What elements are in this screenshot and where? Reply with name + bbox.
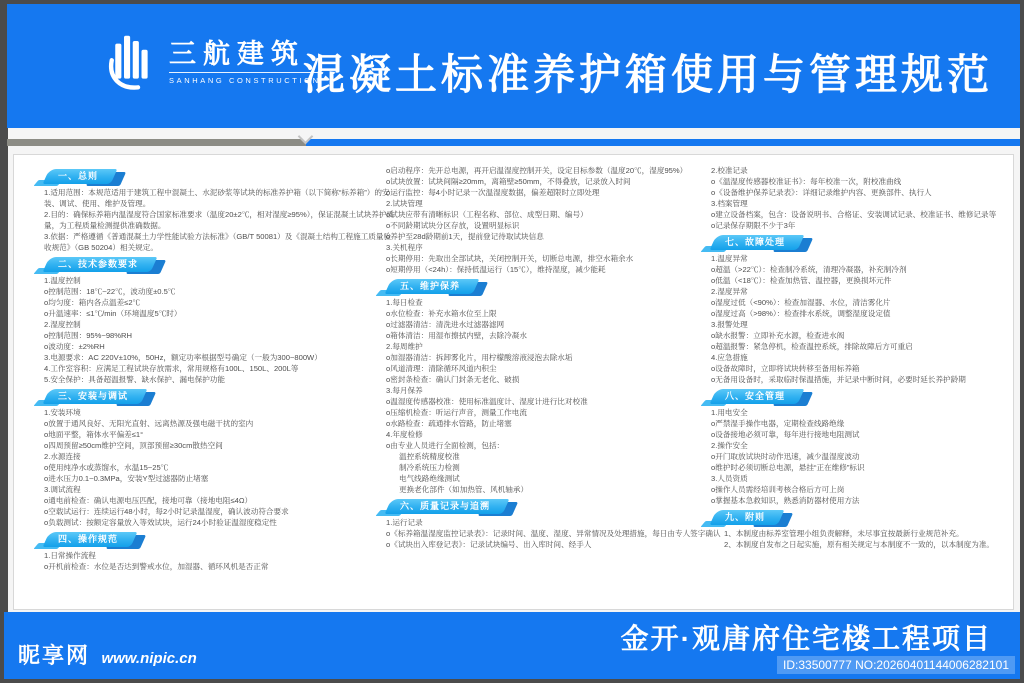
section-badge xyxy=(713,235,801,250)
text-line: o长期停用：先取出全部试块，关闭控制开关，切断总电源，排空水箱余水 xyxy=(386,254,634,263)
company-name-en: SANHANG CONSTRUCTION xyxy=(169,76,321,85)
watermark-site-name: 昵享网 xyxy=(18,643,91,668)
text-line: 3.依据：严格遵循《普通混凝土力学性能试验方法标准》（GB/T 50081）及《混凝土结构工程施工质量验收规范》（GB 50204）相关规定。 xyxy=(44,232,392,252)
section-title: 二、技术参数要求 xyxy=(58,259,139,269)
company-name: 三航建筑 xyxy=(169,39,305,69)
text-line: 更换老化部件（如加热管、风机轴承） xyxy=(399,485,529,494)
text-line: 2、本制度自发布之日起实施，原有相关规定与本制度不一致的，以本制度为准。 xyxy=(724,540,995,549)
text-line: o使用纯净水或蒸馏水，水温15~25℃ xyxy=(44,463,169,472)
footer-banner xyxy=(4,612,1020,679)
section-badge xyxy=(46,532,134,547)
section-title: 六、质量记录与追溯 xyxy=(400,501,491,511)
text-line: 3.报警处理 xyxy=(711,320,748,329)
section-title: 八、安全管理 xyxy=(725,391,786,401)
text-line: o启动程序：先开总电源，再开启温湿度控制开关，设定目标参数（温度20℃，湿度95%） xyxy=(386,166,688,175)
section-badge xyxy=(46,389,144,404)
section-title: 九、附则 xyxy=(725,512,766,522)
text-line: o严禁湿手操作电器，定期检查线路绝缘 xyxy=(711,419,845,428)
text-line: 2.每周维护 xyxy=(386,342,423,351)
text-line: 2.目的：确保标养箱内温湿度符合国家标准要求（温度20±2℃，相对湿度≥95%），保证混凝土试块养护质量，为工程质量检测提供准确数据。 xyxy=(44,210,395,230)
text-line: o加湿器清洁：拆卸雾化片，用柠檬酸溶液浸泡去除水垢 xyxy=(386,353,573,362)
text-line: o操作人员需经培训考核合格后方可上岗 xyxy=(711,485,845,494)
text-line: 3.档案管理 xyxy=(711,199,748,208)
text-line: 制冷系统压力检测 xyxy=(399,463,460,472)
text-line: o负载测试：按额定容量放入等效试块，运行24小时验证温湿度稳定性 xyxy=(44,518,277,527)
text-line: 1.每日检查 xyxy=(386,298,423,307)
header-banner xyxy=(7,4,1020,128)
text-line: o箱体清洁：用湿布擦拭内壁，去除冷凝水 xyxy=(386,331,527,340)
text-line: o试块应带有清晰标识（工程名称、部位、成型日期、编号） xyxy=(386,210,588,219)
text-line: 4.应急措施 xyxy=(711,353,748,362)
text-line: 1.适用范围：本规范适用于建筑工程中混凝土、水泥砂浆等试块的标准养护箱（以下简称“标养箱”）的安装、调试、使用、维护及管理。 xyxy=(44,188,390,208)
text-line: o《试块出入库登记表》：记录试块编号、出入库时间、经手人 xyxy=(386,540,592,549)
text-line: 1、本制度由标养室管理小组负责解释，未尽事宜按最新行业规范补充。 xyxy=(724,529,964,538)
building-swoosh-icon xyxy=(103,30,159,94)
text-line: 1.运行记录 xyxy=(386,518,423,527)
divider-bar-gray xyxy=(7,139,306,146)
text-line: 5.安全保护：具备超温报警、缺水保护、漏电保护功能 xyxy=(44,375,225,384)
text-line: 1.温度异常 xyxy=(711,254,748,263)
text-line: 3.调试流程 xyxy=(44,485,81,494)
text-line: 温控系统精度校准 xyxy=(399,452,460,461)
text-line: o低温（<18℃）：检查加热管、温控器，更换损坏元件 xyxy=(711,276,892,285)
id-number: ID:33500777 NO:20260401144006282101 xyxy=(777,656,1015,674)
text-line: o地面平整，箱体水平偏差≤1° xyxy=(44,430,144,439)
divider-bar-blue xyxy=(306,139,1020,146)
text-line: o无备用设备时，采取临时保温措施，并记录中断时间，必要时延长养护龄期 xyxy=(711,375,966,384)
text-line: 2.水源连接 xyxy=(44,452,81,461)
text-line: o由专业人员进行全面检测，包括： xyxy=(386,441,505,450)
text-line: o放置于通风良好、无阳光直射、远离热源及强电磁干扰的室内 xyxy=(44,419,254,428)
text-line: o掌握基本急救知识，熟悉消防器材使用方法 xyxy=(711,496,860,505)
text-line: o均匀度：箱内各点温差≤2℃ xyxy=(44,298,141,307)
text-line: o水路检查：疏通排水管路，防止堵塞 xyxy=(386,419,512,428)
text-line: o超温（>22℃）：检查制冷系统，清理冷凝器，补充制冷剂 xyxy=(711,265,907,274)
text-line: o设备故障时，立即将试块转移至备用标养箱 xyxy=(711,364,860,373)
text-line: o维护时必须切断总电源，悬挂“正在维修”标识 xyxy=(711,463,865,472)
section-title: 五、维护保养 xyxy=(400,281,461,291)
company-logo xyxy=(103,30,321,94)
text-line: o压缩机检查：听运行声音，测量工作电流 xyxy=(386,408,527,417)
text-line: 4.工作室容积：应满足工程试块存放需求，常用规格有100L、150L、200L等 xyxy=(44,364,299,373)
section-title: 七、故障处理 xyxy=(725,237,786,247)
text-line: 2.校准记录 xyxy=(711,166,748,175)
text-line: o控制范围：95%~98%RH xyxy=(44,331,132,340)
text-line: 2.湿度控制 xyxy=(44,320,81,329)
text-line: o养护至28d龄期前1天，提前登记待取试块信息 xyxy=(386,232,544,241)
text-line: o风道清理：清除循环风道内积尘 xyxy=(386,364,497,373)
text-line: o开门取放试块时动作迅速，减少温湿度波动 xyxy=(711,452,860,461)
logo-text-block xyxy=(169,39,321,85)
text-line: 电气线路绝缘测试 xyxy=(399,474,460,483)
text-line: 2.操作安全 xyxy=(711,441,748,450)
text-line: o设备接地必须可靠，每年进行接地电阻测试 xyxy=(711,430,860,439)
section-badge xyxy=(388,499,506,514)
section-badge xyxy=(713,510,781,525)
section-badge xyxy=(388,279,476,294)
text-line: 1.日常操作流程 xyxy=(44,551,96,560)
text-line: 2.湿度异常 xyxy=(711,287,748,296)
section-badge xyxy=(713,389,801,404)
text-line: 3.关机程序 xyxy=(386,243,423,252)
column-2 xyxy=(386,165,726,550)
project-name: 金开·观唐府住宅楼工程项目 xyxy=(620,623,992,654)
text-line: o四周预留≥50cm维护空间，顶部预留≥30cm散热空间 xyxy=(44,441,223,450)
text-line: 4.年度检修 xyxy=(386,430,423,439)
text-line: 1.用电安全 xyxy=(711,408,748,417)
section-title: 三、安装与调试 xyxy=(58,391,129,401)
text-line: o《标养箱温湿度监控记录表》：记录时间、温度、湿度、异常情况及处理措施，每日由专人签字确认 xyxy=(386,529,721,538)
text-line: o空载试运行：连续运行48小时，每2小时记录温湿度，确认波动符合要求 xyxy=(44,507,289,516)
watermark-site-url: www.nipic.cn xyxy=(101,650,197,667)
watermark xyxy=(18,639,197,670)
text-line: o水位检查：补充水箱水位至上限 xyxy=(386,309,497,318)
text-line: o不同龄期试块分区存放，设置明显标识 xyxy=(386,221,520,230)
section-title: 四、操作规范 xyxy=(58,534,119,544)
section-title: 一、总则 xyxy=(58,171,99,181)
column-1 xyxy=(44,165,396,572)
text-line: 3.人员资质 xyxy=(711,474,748,483)
text-line: o短期停用（<24h）：保持低温运行（15℃），维持湿度，减少能耗 xyxy=(386,265,606,274)
text-line: o密封条检查：确认门封条无老化、破损 xyxy=(386,375,520,384)
text-line: o湿度过高（>98%）：检查排水系统，调整湿度设定值 xyxy=(711,309,891,318)
text-line: o温湿度传感器校准：使用标准温度计、湿度计进行比对校准 xyxy=(386,397,588,406)
text-line: o湿度过低（<90%）：检查加湿器、水位，清洁雾化片 xyxy=(711,298,891,307)
text-line: o缺水报警：立即补充水源，检查进水阀 xyxy=(711,331,845,340)
text-line: 3.电源要求：AC 220V±10%，50Hz，额定功率根据型号确定（一般为300~800W） xyxy=(44,353,322,362)
section-badge xyxy=(46,257,154,272)
text-line: 2.试块管理 xyxy=(386,199,423,208)
text-line: o控制范围：18℃~22℃，波动度±0.5℃ xyxy=(44,287,176,296)
text-line: o超温报警：紧急停机，检查温控系统，排除故障后方可重启 xyxy=(711,342,913,351)
logo-divider xyxy=(169,72,321,73)
text-line: o试块放置：试块间隔≥20mm，离箱壁≥50mm，不得叠放，记录放入时间 xyxy=(386,177,631,186)
text-line: o波动度：±2%RH xyxy=(44,342,105,351)
text-line: o开机前检查：水位是否达到警戒水位，加湿器、循环风机是否正常 xyxy=(44,562,269,571)
content-panel xyxy=(13,154,1014,610)
text-line: 1.温度控制 xyxy=(44,276,81,285)
text-line: o《温湿度传感器校准证书》：每年校准一次，附校准曲线 xyxy=(711,177,902,186)
text-line: o进水压力0.1~0.3MPa，安装Y型过滤器防止堵塞 xyxy=(44,474,209,483)
column-3 xyxy=(711,165,1013,550)
text-line: o通电前检查：确认电源电压匹配，接地可靠（接地电阻≤4Ω） xyxy=(44,496,253,505)
text-line: 3.每月保养 xyxy=(386,386,423,395)
text-line: o《设备维护保养记录表》：详细记录维护内容、更换部件、执行人 xyxy=(711,188,932,197)
text-line: o运行监控：每4小时记录一次温湿度数据，偏差超限时立即处理 xyxy=(386,188,600,197)
text-line: o过滤器清洁：清洗进水过滤器滤网 xyxy=(386,320,505,329)
text-line: o建立设备档案，包含：设备说明书、合格证、安装调试记录、校准证书、维修记录等 xyxy=(711,210,997,219)
page-title: 混凝土标准养护箱使用与管理规范 xyxy=(303,51,994,98)
text-line: 1.安装环境 xyxy=(44,408,81,417)
text-line: o升温速率：≤1℃/min（环境温度5℃时） xyxy=(44,309,182,318)
text-line: o记录保存期限不少于3年 xyxy=(711,221,796,230)
section-badge xyxy=(46,169,114,184)
